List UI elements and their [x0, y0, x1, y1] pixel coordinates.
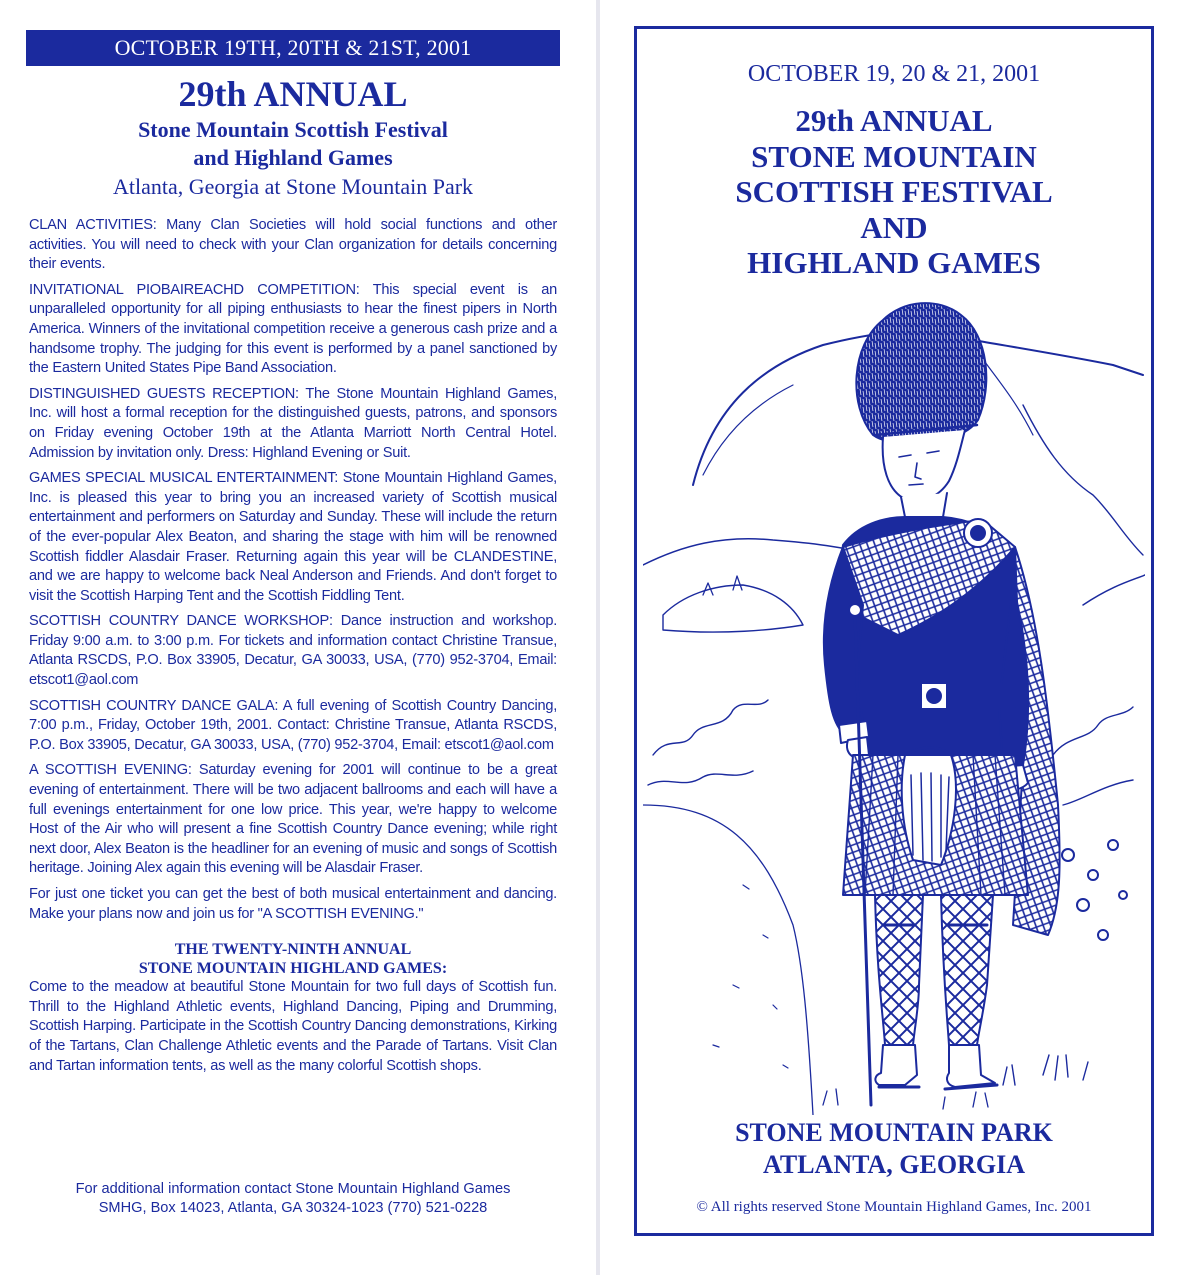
ticket-paragraph: For just one ticket you can get the best of both musical entertainment and dancing. Make your plans now and join us for "A SCOTTISH EVENING." — [29, 886, 557, 922]
contact-line-2: SMHG, Box 14023, Atlanta, GA 30324-1023 (770) 521-0228 — [98, 1200, 488, 1216]
left-hose — [875, 895, 923, 1045]
piper-face — [883, 430, 965, 501]
cover-title — [637, 103, 1151, 281]
guests-reception-paragraph: DISTINGUISHED GUESTS RECEPTION: The Stone Mountain Highland Games, Inc. will host a formal reception for the distinguished guests, patrons, and sponsors on Friday evening October 19th at the Atlanta Marriott North Central Hotel. Admission by invitation only. Dress: Highland Evening or Suit. — [29, 385, 557, 461]
cover-footer — [637, 1117, 1151, 1181]
location-line: Atlanta, Georgia at Stone Mountain Park — [112, 174, 474, 199]
copyright-notice: © All rights reserved Stone Mountain Highland Games, Inc. 2001 — [696, 1199, 1092, 1215]
left-panel — [26, 30, 560, 1260]
dance-workshop-paragraph: SCOTTISH COUNTRY DANCE WORKSHOP: Dance instruction and workshop. Friday 9:00 a.m. to 3:00 p.m. For tickets and information contact Christine Transue, Atlanta RSCDS, P.O. Box 33905, Decatur, GA 30033, USA, (770) 952-3704, Email: etscot1@aol.com — [29, 613, 557, 689]
clan-activities-paragraph: CLAN ACTIVITIES: Many Clan Societies will hold social functions and other activities. You will need to check with your Clan organization for details concerning their events. — [29, 217, 557, 273]
musical-entertainment-paragraph: GAMES SPECIAL MUSICAL ENTERTAINMENT: Stone Mountain Highland Games, Inc. is pleased this year to bring you an increased variety of Scottish musical entertainment and performers on Saturday and Sunday. These will include the return of the ever-popular Alex Beaton, and sharing the stage with him will be renowned Scottish fiddler Alasdair Fraser. Returning again this year will be CLANDESTINE, and we are happy to welcome back Neal Anderson and Friends. And don't forget to visit the Scottish Harping Tent and the Scottish Fiddling Tent. — [29, 470, 557, 604]
park-name: STONE MOUNTAIN PARK — [735, 1118, 1053, 1147]
left-shoe — [875, 1045, 917, 1085]
annual-heading: 29th ANNUAL — [178, 74, 408, 114]
right-shoe — [947, 1045, 995, 1087]
date-banner: OCTOBER 19TH, 20TH & 21ST, 2001 — [26, 30, 560, 66]
scottish-evening-paragraph: A SCOTTISH EVENING: Saturday evening for 2001 will continue to be a great evening of entertainment. There will be two adjacent ballrooms and each will have a full evenings entertainment for one low price. This year, we're happy to welcome Host of the Air who will present a fine Scottish Country Dance evening; while right next door, Alex Beaton is the headliner for an evening of music and songs of Scottish heritage. Joining Alex again this evening will be Alasdair Fraser. — [29, 762, 557, 877]
games-heading-line-2: STONE MOUNTAIN HIGHLAND GAMES: — [138, 960, 448, 978]
piper-figure — [824, 303, 1060, 1105]
piper-illustration — [643, 285, 1145, 1115]
festival-subtitle — [26, 116, 560, 172]
contact-line-1: For additional information contact Stone Mountain Highland Games — [75, 1181, 511, 1197]
subtitle-line-1: Stone Mountain Scottish Festival — [138, 117, 448, 142]
contact-info — [26, 1180, 560, 1218]
feather-bonnet — [856, 303, 986, 443]
games-heading — [29, 940, 557, 978]
city-name: ATLANTA, GEORGIA — [763, 1150, 1025, 1179]
cover-title-line-2: STONE MOUNTAIN — [751, 138, 1037, 174]
event-descriptions — [29, 216, 557, 1082]
games-heading-line-1: THE TWENTY-NINTH ANNUAL — [174, 941, 412, 959]
dance-gala-paragraph: SCOTTISH COUNTRY DANCE GALA: A full evening of Scottish Country Dancing, 7:00 p.m., Friday, October 19th, 2001. Contact: Christine Transue, Atlanta RSCDS, P.O. Box 33905, Decatur, GA 30033, USA, (770) 952-3704, Email: etscot1@aol.com — [29, 697, 557, 753]
subtitle-line-2: and Highland Games — [193, 145, 393, 170]
cover-title-line-3: SCOTTISH FESTIVAL — [735, 174, 1053, 209]
cover-title-line-1: 29th ANNUAL — [795, 103, 993, 138]
games-paragraph: Come to the meadow at beautiful Stone Mountain for two full days of Scottish fun. Thrill to the Highland Athletic events, Highland Dancing, Piping and Drumming, Scottish Harping. Participate in the Scottish Country Dancing demonstrations, Kirking of the Tartans, Clan Challenge Athletic events and the Parade of Tartans. Visit Clan and Tartan information tents, as well as the many colorful Scottish shops. — [29, 979, 557, 1074]
piobaireachd-paragraph: INVITATIONAL PIOBAIREACHD COMPETITION: This special event is an unparalleled opportunity for all piping enthusiasts to hear the finest pipers in North America. Winners of the invitational competition receive a generous cash prize and a handsome trophy. The judging for this event is performed by a panel sanctioned by the Eastern United States Pipe Band Association. — [29, 281, 557, 377]
cover-title-line-4: AND — [860, 209, 928, 245]
cover-title-line-5: HIGHLAND GAMES — [747, 245, 1041, 280]
right-hose — [941, 895, 993, 1045]
cover-panel — [634, 26, 1154, 1236]
cover-date: OCTOBER 19, 20 & 21, 2001 — [747, 61, 1041, 87]
page-fold — [596, 0, 600, 1275]
